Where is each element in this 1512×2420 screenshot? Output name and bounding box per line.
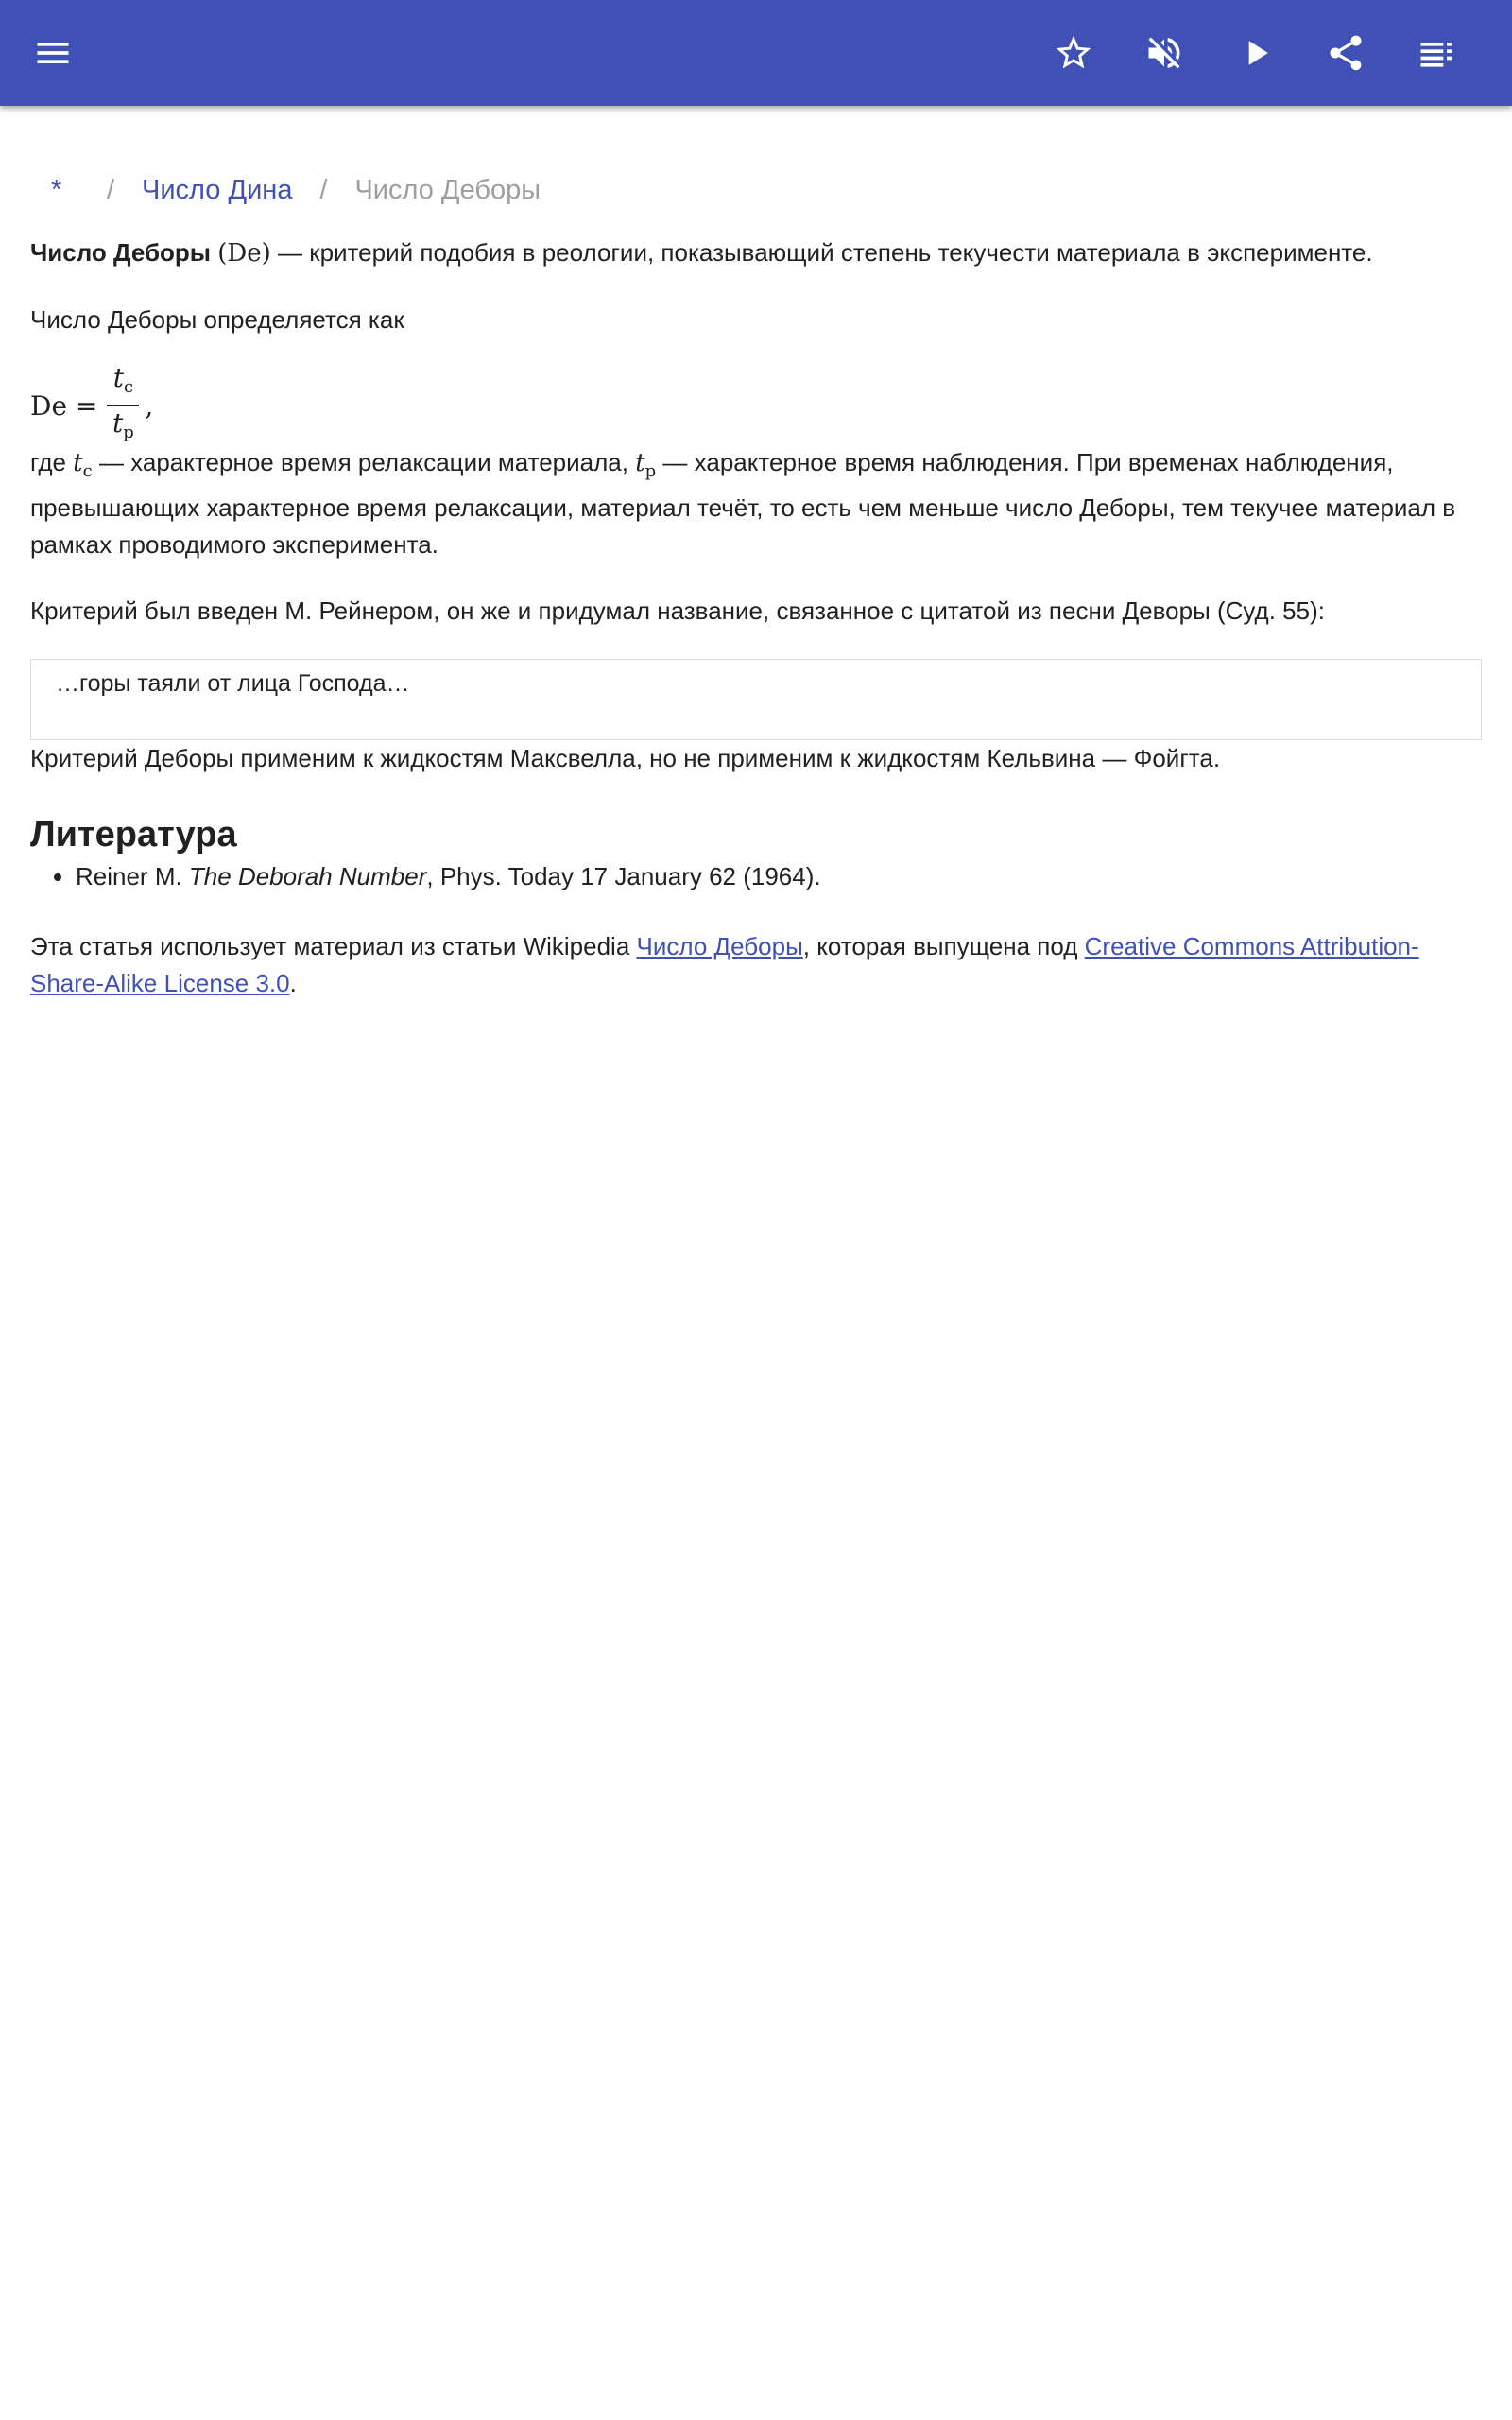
definition-paragraph: Число Деборы определяется как — [30, 305, 404, 334]
term-bold: Число Деборы — [30, 238, 211, 267]
reference-details: , Phys. Today 17 January 62 (1964). — [426, 862, 821, 890]
mute-button[interactable] — [1130, 19, 1198, 87]
where-prefix: где — [30, 448, 74, 476]
where-mid: — характерное время релаксации материала, — [92, 448, 636, 476]
playlist-icon — [1416, 32, 1457, 74]
play-icon — [1235, 32, 1277, 74]
breadcrumb — [30, 168, 1482, 212]
formula-numerator-sub: c — [123, 377, 134, 397]
volume-off-icon — [1143, 32, 1185, 74]
formula-numerator: t — [112, 362, 124, 393]
license-middle: , которая выпущена под — [802, 932, 1085, 960]
reference-title: The Deborah Number — [188, 862, 427, 890]
license-suffix: . — [289, 969, 297, 997]
applicability-paragraph: Критерий Деборы применим к жидкостям Максвелла, но не применим к жидкостям Кельвина — Фойгта. — [30, 744, 1221, 772]
literature-heading: Литература — [30, 815, 237, 855]
reference-author: Reiner M. — [76, 862, 189, 890]
menu-button[interactable] — [19, 19, 87, 87]
intro-text: — критерий подобия в реологии, показывающий степень текучести материала в эксперименте. — [270, 238, 1373, 267]
source-article-link[interactable]: Число Деборы — [636, 932, 803, 960]
menu-icon — [32, 32, 74, 74]
term-symbol: (De) — [217, 239, 271, 268]
list-item — [76, 858, 1482, 894]
blockquote: …горы таяли от лица Господа… — [30, 659, 1482, 740]
formula-fraction — [107, 361, 139, 450]
literature-list — [30, 858, 1482, 894]
deborah-formula — [30, 362, 1482, 444]
app-bar — [0, 0, 1512, 106]
where-rest: — характерное время наблюдения. При временах наблюдения, превышающих характерное время релаксации, материал течёт, то есть чем меньше число Деборы, тем текучее материал в рамках проводимого эксперимента. — [30, 448, 1456, 559]
var-tp: t — [635, 449, 645, 477]
intro-paragraph — [30, 234, 1482, 272]
formula-trail: , — [145, 389, 154, 422]
formula-lhs: De = — [30, 389, 98, 422]
star-outline-icon — [1053, 32, 1094, 74]
license-link[interactable]: Creative Commons Attribution-Share-Alike License 3.0 — [30, 932, 1419, 997]
license-paragraph — [30, 928, 1482, 1002]
license-prefix: Эта статья использует материал из статьи Wikipedia — [30, 932, 637, 960]
formula-denominator-sub: p — [123, 423, 134, 442]
contents-button[interactable] — [1402, 19, 1470, 87]
breadcrumb-home[interactable]: * — [51, 175, 62, 205]
play-button[interactable] — [1222, 19, 1290, 87]
favorite-button[interactable] — [1040, 19, 1108, 87]
breadcrumb-separator: / — [319, 175, 328, 205]
var-tp-sub: p — [644, 461, 657, 481]
where-paragraph — [30, 444, 1482, 563]
breadcrumb-parent[interactable]: Число Дина — [142, 175, 293, 205]
share-icon — [1325, 32, 1366, 74]
var-tc: t — [73, 449, 83, 477]
article-content — [30, 106, 1482, 1002]
breadcrumb-current: Число Деборы — [354, 175, 541, 205]
var-tc-sub: c — [82, 461, 93, 481]
introduced-paragraph: Критерий был введен М. Рейнером, он же и придумал название, связанное с цитатой из песни Деворы (Суд. 55): — [30, 596, 1325, 625]
breadcrumb-separator: / — [106, 175, 115, 205]
formula-denominator: t — [112, 407, 124, 439]
share-button[interactable] — [1312, 19, 1380, 87]
